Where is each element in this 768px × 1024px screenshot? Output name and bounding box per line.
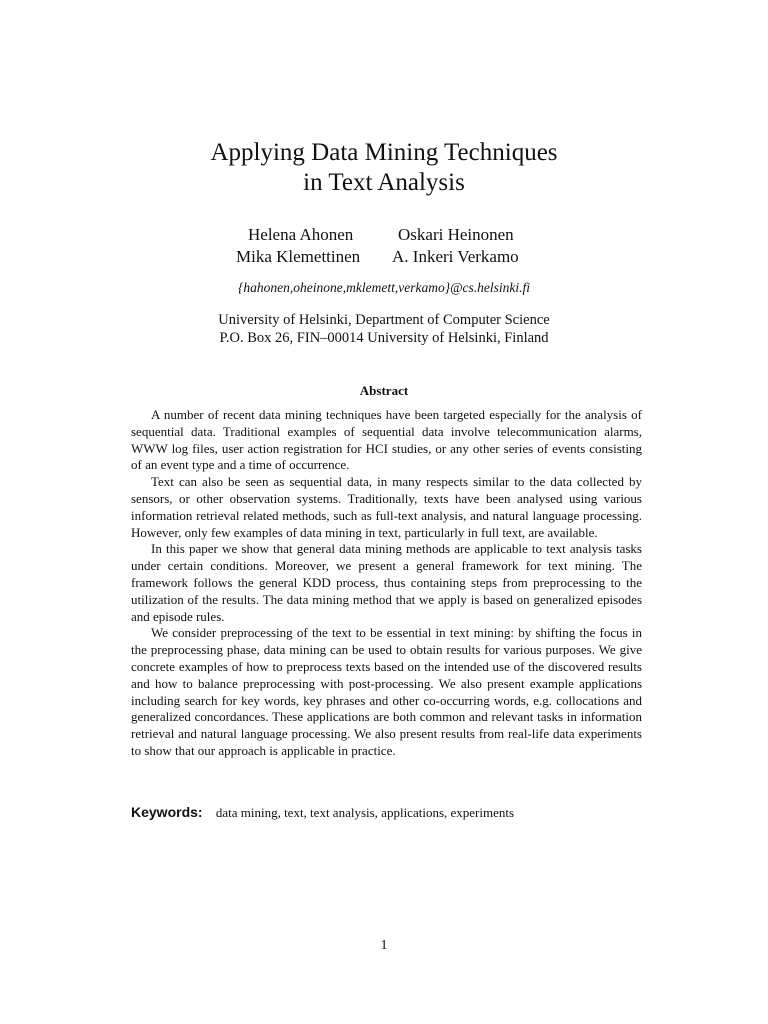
- author-block: [0, 224, 768, 268]
- keywords-text: data mining, text, text analysis, applications, experiments: [215, 805, 515, 820]
- abstract-paragraph: Text can also be seen as sequential data, in many respects similar to the data collected by sensors, or other observation systems. Traditionally, texts have been analysed using various information retrieval related methods, such as full-text analysis, and natural language processing. However, only few examples of data mining in text, particularly in full text, are available.: [131, 474, 642, 540]
- keywords-label: Keywords:: [131, 804, 203, 820]
- author-name: A. Inkeri Verkamo: [392, 247, 519, 266]
- affiliation-line: P.O. Box 26, FIN–00014 University of Helsinki, Finland: [219, 330, 549, 346]
- author-row-1: [0, 224, 768, 246]
- abstract-paragraph: In this paper we show that general data mining methods are applicable to text analysis tasks under certain conditions. Moreover, we present a general framework for text mining. The framework follows the general KDD process, thus containing steps from preprocessing to the utilization of the results. The data mining method that we apply is based on generalized episodes and episode rules.: [131, 541, 642, 624]
- title-line-2: in Text Analysis: [303, 169, 465, 196]
- abstract-paragraph: We consider preprocessing of the text to be essential in text mining: by shifting the focus in the preprocessing phase, data mining can be used to obtain results for various purposes. We give concrete examples of how to preprocess texts based on the intended use of the discovered results and how to balance preprocessing with post-processing. We also present example applications including search for key words, key phrases and other co-occurring words, e.g. collocations and generalized concordances. These applications are both common and relevant tasks in information retrieval and natural language processing. We also present results from real-life data experiments to show that our approach is applicable in practice.: [131, 625, 642, 758]
- paper-title: [0, 138, 768, 198]
- abstract-paragraph: A number of recent data mining techniques have been targeted especially for the analysis of sequential data. Traditional examples of sequential data involve telecommunication alarms, WWW log files, user action registration for HCI studies, or any other series of events consisting of an event type and a time of occurrence.: [131, 407, 642, 473]
- keywords-line: [131, 804, 642, 821]
- abstract-heading: Abstract: [359, 383, 409, 398]
- affiliation: [0, 311, 768, 347]
- author-emails: {hahonen,oheinone,mklemett,verkamo}@cs.helsinki.fi: [237, 280, 530, 295]
- abstract-body: [131, 407, 642, 760]
- title-line-1: Applying Data Mining Techniques: [210, 139, 558, 166]
- affiliation-line: University of Helsinki, Department of Computer Science: [218, 312, 550, 328]
- author-name: Oskari Heinonen: [398, 225, 514, 244]
- author-name: Mika Klemettinen: [236, 247, 361, 266]
- author-row-2: [0, 246, 768, 268]
- author-name: Helena Ahonen: [248, 225, 354, 244]
- page-number: 1: [380, 938, 388, 953]
